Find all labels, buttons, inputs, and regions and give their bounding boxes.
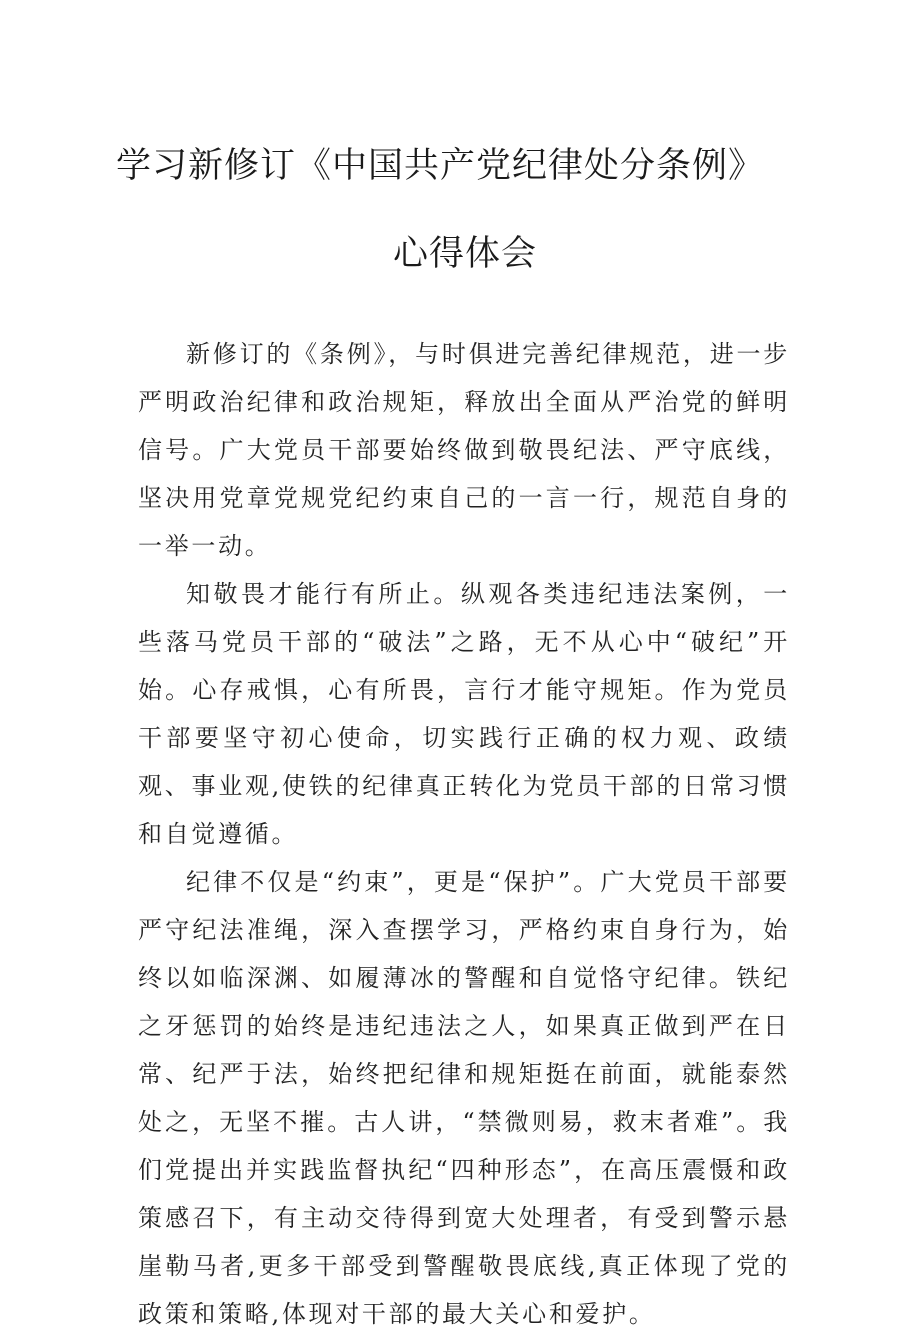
paragraph-1: 新修订的《条例》，与时俱进完善纪律规范，进一步严明政治纪律和政治规矩，释放出全面从严治党的鲜明信号。广大党员干部要始终做到敬畏纪法、严守底线，坚决用党章党规党纪约束自己的一言一行，规范自身的一举一动。	[138, 340, 790, 560]
paragraph-3: 纪律不仅是“约束”，更是“保护”。广大党员干部要严守纪法准绳，深入查摆学习，严格约束自身行为，始终以如临深渊、如履薄冰的警醒和自觉恪守纪律。铁纪之牙惩罚的始终是违纪违法之人，如果真正做到严在日常、纪严于法，始终把纪律和规矩挺在前面，就能泰然处之，无坚不摧。古人讲，“禁微则易，救末者难”。我们党提出并实践监督执纪“四种形态”，在高压震慑和政策感召下，有主动交待得到宽大处理者，有受到警示悬崖勒马者,更多干部受到警醒敬畏底线,真正体现了党的政策和策略,体现对干部的最大关心和爱护。	[138, 868, 790, 1328]
paragraph-2: 知敬畏才能行有所止。纵观各类违纪违法案例，一些落马党员干部的“破法”之路，无不从心中“破纪”开始。心存戒惧，心有所畏，言行才能守规矩。作为党员干部要坚守初心使命，切实践行正确的权力观、政绩观、事业观,使铁的纪律真正转化为党员干部的日常习惯和自觉遵循。	[138, 580, 790, 848]
document-title-line-2: 心得体会	[392, 234, 537, 274]
document-body	[138, 330, 790, 1338]
document-title-line-1: 学习新修订《中国共产党纪律处分条例》	[115, 146, 764, 186]
